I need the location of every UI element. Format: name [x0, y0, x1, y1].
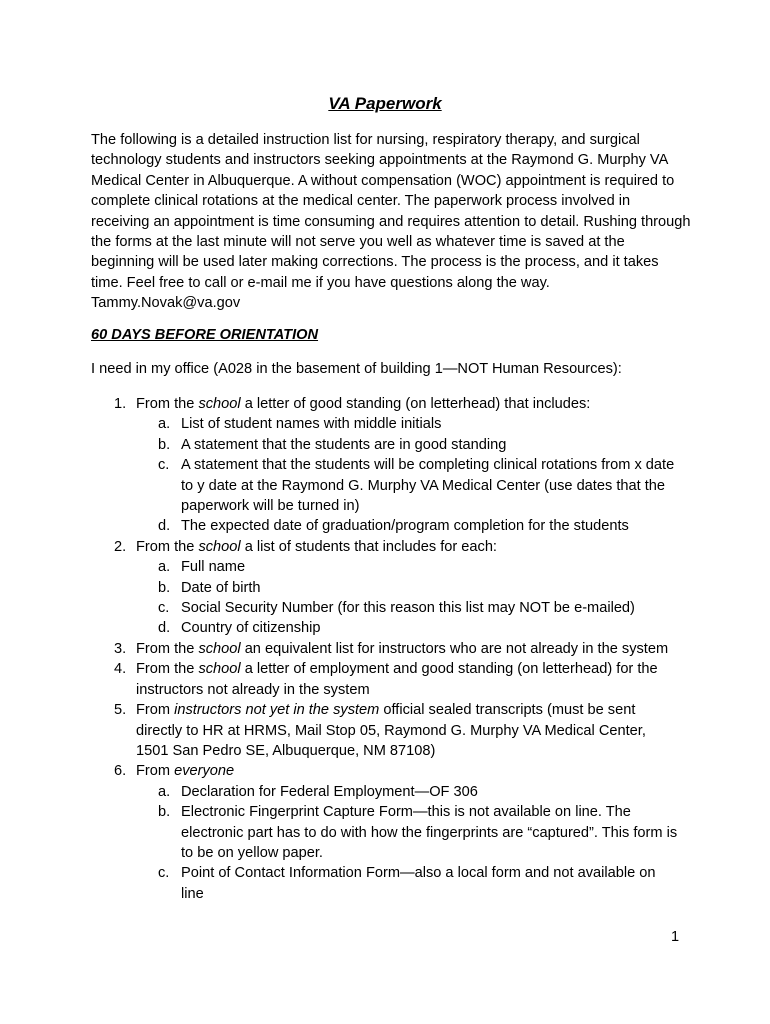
- sub-list-item-text: A statement that the students will be completing clinical rotations from x date to y date at the Raymond G. Murphy VA Medical Center (use dates that the paperwork will be turned in): [181, 457, 675, 515]
- sub-list-item: [0, 516, 681, 536]
- sub-list-item-letter: c.: [158, 600, 170, 617]
- list-item-source: school: [198, 661, 241, 678]
- sub-list-item-letter: d.: [158, 620, 171, 637]
- sub-list-item-text: List of student names with middle initials: [181, 416, 442, 433]
- list-item-number: 5.: [114, 702, 127, 719]
- list-item-source: school: [198, 396, 241, 412]
- list-item: [0, 700, 681, 761]
- sub-list-item-text: Country of citizenship: [181, 620, 321, 637]
- sub-list-item-text: Date of birth: [181, 579, 261, 596]
- sub-list-item: [0, 618, 681, 638]
- sub-list-item-letter: a.: [158, 783, 171, 800]
- list-item: [0, 761, 681, 781]
- sub-list-item-letter: a.: [158, 559, 171, 576]
- sub-list-item-text: Full name: [181, 559, 246, 576]
- sub-list-item-letter: b.: [158, 579, 171, 596]
- list-item-text: an equivalent list for instructors who are not already in the system: [240, 640, 669, 657]
- list-item-text: a letter of good standing (on letterhead) that includes:: [240, 396, 591, 412]
- sub-list-item-letter: b.: [158, 804, 171, 821]
- list-item-text: From: [136, 763, 175, 780]
- list-item-number: 4.: [114, 661, 127, 678]
- sub-list-item-text: Social Security Number (for this reason this list may NOT be e-mailed): [181, 600, 635, 617]
- sub-list-item: [0, 863, 681, 904]
- list-item: [0, 639, 681, 659]
- sub-list-item-text: The expected date of graduation/program completion for the students: [181, 518, 629, 535]
- list-item-text: From the: [136, 396, 199, 412]
- lead-sentence: I need in my office (A028 in the basement of building 1—NOT Human Resources):: [91, 361, 622, 377]
- list-item-text: From: [136, 702, 175, 719]
- list-item-text: From the: [136, 661, 199, 678]
- sub-list-item-text: Point of Contact Information Form—also a local form and not available on line: [181, 865, 656, 902]
- list-item-number: 6.: [114, 763, 127, 780]
- list-item-source: instructors not yet in the system: [174, 702, 380, 719]
- sub-list-item: [0, 578, 681, 598]
- list-item-number: 1.: [114, 396, 127, 412]
- sub-list-item: [0, 455, 681, 516]
- list-item-text: a list of students that includes for each:: [240, 538, 497, 555]
- list-item-text: official sealed transcripts (must be sent directly to HR at HRMS, Mail Stop 05, Raymond G. Murphy VA Medical Center, 1501 San Pedro SE, Albuquerque, NM 87108): [136, 702, 646, 759]
- list-item-source: school: [198, 538, 241, 555]
- sub-list-item-letter: d.: [158, 518, 171, 535]
- sub-list-item-text: Declaration for Federal Employment—OF 306: [181, 783, 478, 800]
- sub-list-item: [0, 782, 681, 802]
- list-item-text: a letter of employment and good standing (on letterhead) for the instructors not already in the system: [136, 661, 658, 698]
- sub-list-item: [0, 414, 681, 434]
- list-item-text: From the: [136, 538, 199, 555]
- sub-list-item-letter: b.: [158, 436, 171, 453]
- sub-list-item-text: Electronic Fingerprint Capture Form—this is not available on line. The electronic part has to do with how the fingerprints are “captured”. This form is to be on yellow paper.: [181, 804, 678, 861]
- list-item-number: 2.: [114, 538, 127, 555]
- sub-list-item-text: A statement that the students are in good standing: [181, 436, 507, 453]
- list-item: [0, 659, 681, 700]
- list-item: [0, 537, 681, 557]
- sub-list-item-letter: c.: [158, 457, 170, 474]
- list-item: [0, 394, 681, 414]
- list-item-source: everyone: [174, 763, 235, 780]
- sub-list-item: [0, 435, 681, 455]
- sub-list-item-letter: c.: [158, 865, 170, 882]
- list-item-source: school: [198, 640, 241, 657]
- list-item-number: 3.: [114, 640, 127, 657]
- list-item-text: From the: [136, 640, 199, 657]
- sub-list-item: [0, 598, 681, 618]
- requirements-list: [0, 394, 770, 904]
- section-heading: 60 DAYS BEFORE ORIENTATION: [91, 327, 319, 343]
- sub-list-item-letter: a.: [158, 416, 171, 433]
- page-number: 1: [671, 929, 680, 945]
- intro-paragraph: The following is a detailed instruction list for nursing, respiratory therapy, and surgical technology students and instructors seeking appointments at the Raymond G. Murphy VA Medical Center in Albuquerque. A without compensation (WOC) appointment is required to complete clinical rotations at the medical center. The paperwork process involved in receiving an appointment is time consuming and requires attention to detail. Rushing through the forms at the last minute will not serve you well as whatever time is saved at the beginning will be used later making corrections. The process is the process, and it takes time. Feel free to call or e-mail me if you have questions along the way. Tammy.Novak@va.gov: [91, 132, 691, 312]
- page-title: VA Paperwork: [328, 94, 442, 113]
- sub-list-item: [0, 802, 681, 863]
- sub-list-item: [0, 557, 681, 577]
